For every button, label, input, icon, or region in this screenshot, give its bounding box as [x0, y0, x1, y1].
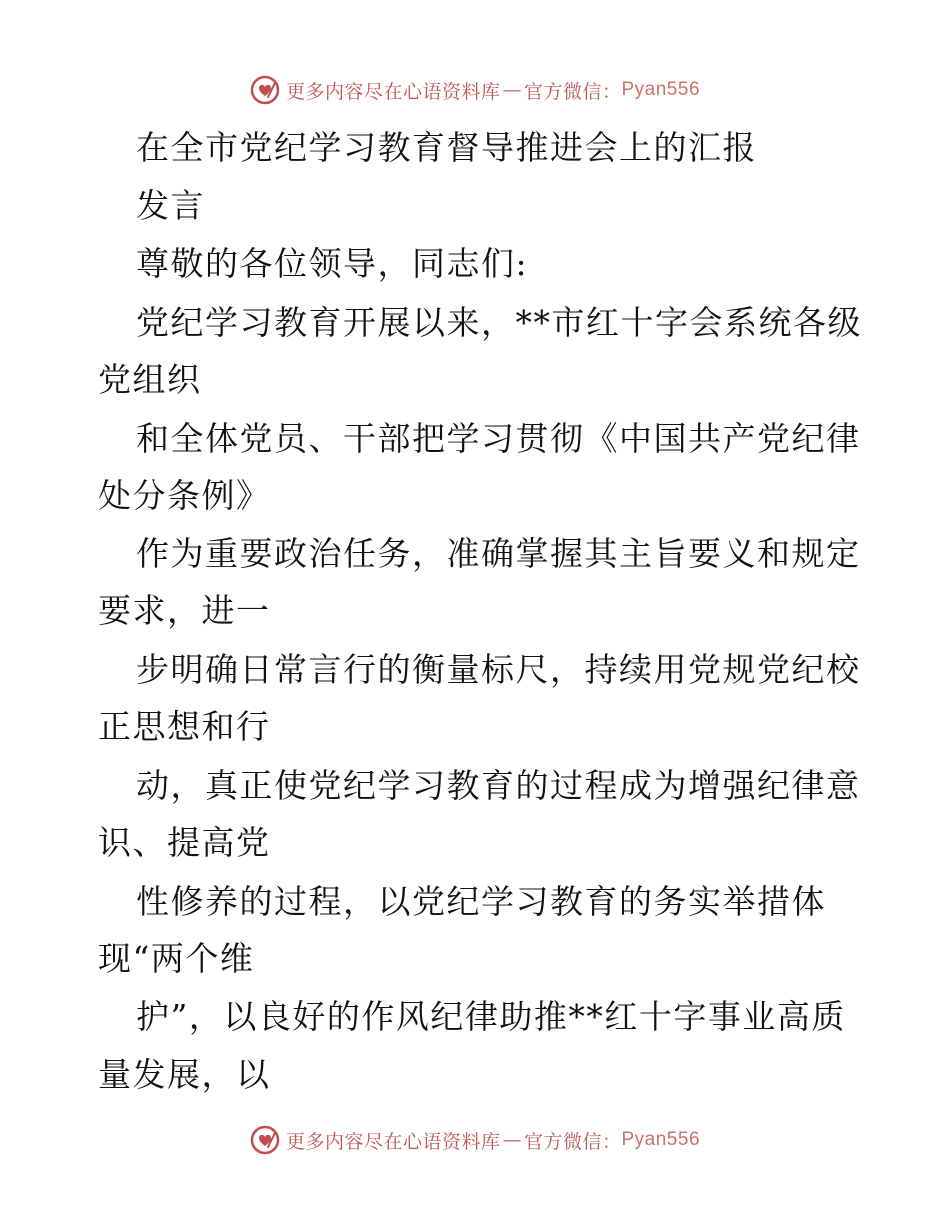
paragraph-line: 作为重要政治任务，准确掌握其主旨要义和规定 [136, 534, 861, 573]
paragraph-line: 和全体党员、干部把学习贯彻《中国共产党纪律 [136, 419, 861, 458]
paragraph-line: 性修养的过程，以党纪学习教育的务实举措体 [136, 882, 826, 921]
document-title-line-2: 发言 [136, 186, 205, 225]
watermark-official-label: 官方微信： [523, 1130, 622, 1153]
watermark-official-label: 官方微信： [523, 80, 622, 103]
watermark-brand: 更多内容尽在心语资料库 [285, 1130, 501, 1153]
paragraph-line: 现“两个维 [98, 939, 255, 978]
paragraph-line: 处分条例》 [98, 476, 271, 515]
paragraph-line: 党组织 [98, 360, 202, 399]
watermark-brand: 更多内容尽在心语资料库 [285, 80, 501, 103]
watermark-wechat-id: Pyan556 [621, 79, 701, 100]
heart-pen-logo-icon [250, 75, 280, 105]
paragraph-line: 步明确日常言行的衡量标尺，持续用党规党纪校 [136, 650, 861, 689]
footer-watermark [0, 1120, 950, 1160]
paragraph-line: 正思想和行 [98, 707, 271, 746]
paragraph-line: 动，真正使党纪学习教育的过程成为增强纪律意 [136, 766, 861, 805]
header-watermark [0, 70, 950, 110]
watermark-dash: — [502, 79, 522, 101]
heart-pen-logo-icon [250, 1125, 280, 1155]
watermark-dash: — [502, 1129, 522, 1151]
paragraph-line: 识、提高党 [98, 823, 271, 862]
watermark-wechat-id: Pyan556 [621, 1129, 701, 1150]
paragraph-line: 量发展，以 [98, 1055, 271, 1094]
document-title-line-1: 在全市党纪学习教育督导推进会上的汇报 [136, 128, 757, 167]
paragraph-line: 要求，进一 [98, 591, 271, 630]
paragraph-line: 护”，以良好的作风纪律助推**红十字事业高质 [136, 997, 846, 1036]
paragraph-line: 党纪学习教育开展以来，**市红十字会系统各级 [136, 303, 862, 342]
salutation: 尊敬的各位领导，同志们: [136, 244, 529, 283]
